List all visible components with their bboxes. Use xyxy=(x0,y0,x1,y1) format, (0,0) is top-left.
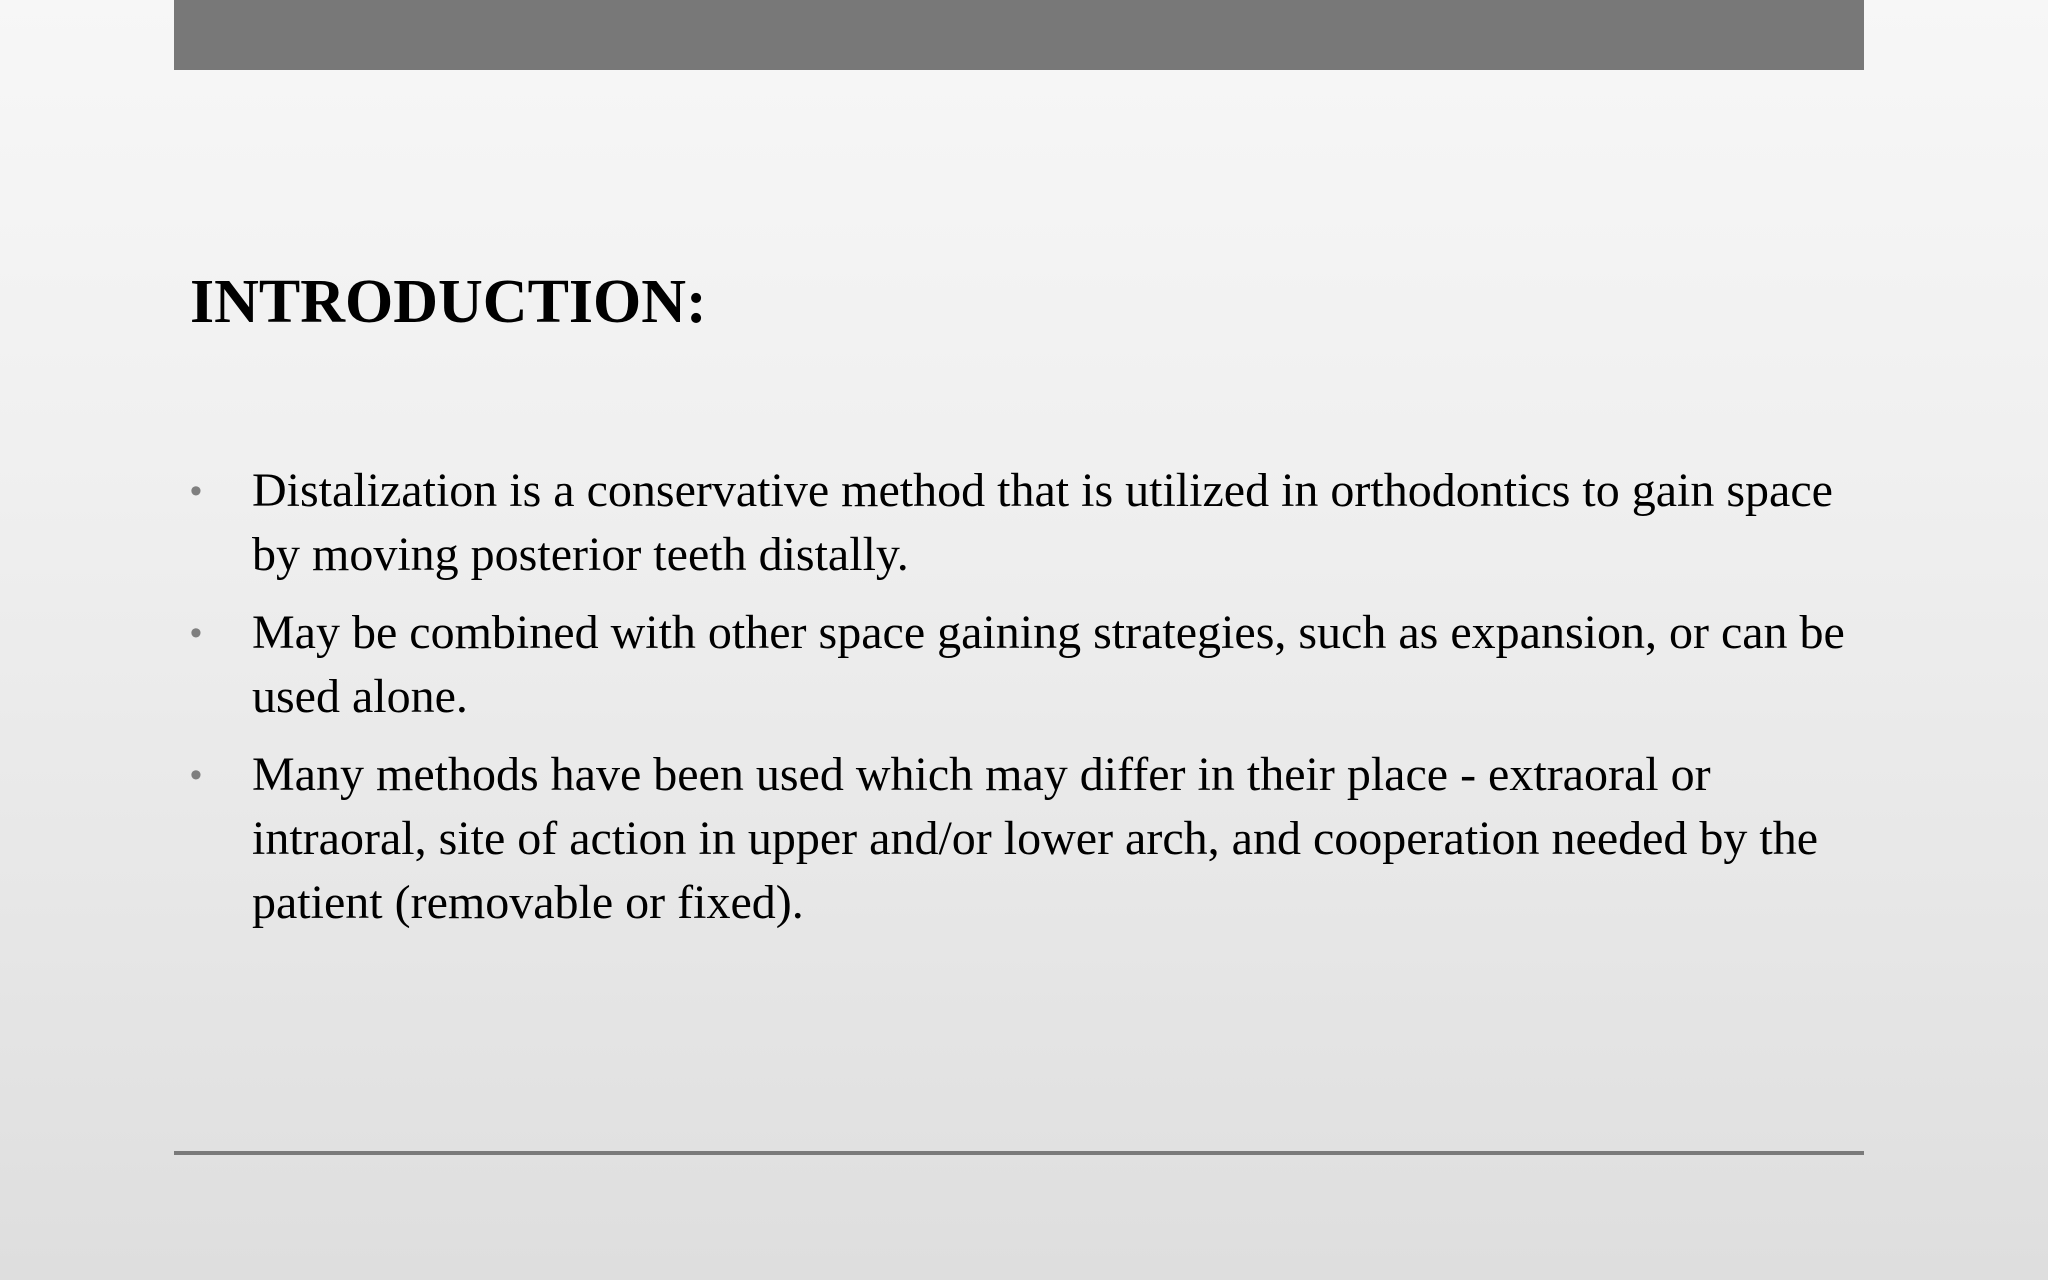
list-item xyxy=(190,743,1850,935)
bullet-point-icon: • xyxy=(190,614,202,652)
bullet-text: Many methods have been used which may differ in their place - extraoral or intraoral, site of action in upper and/or lower arch, and cooperation needed by the patient (removable or fixed). xyxy=(252,748,1819,929)
list-item xyxy=(190,601,1850,729)
bullet-point-icon: • xyxy=(190,472,202,510)
list-item xyxy=(190,459,1850,587)
bullet-text: May be combined with other space gaining strategies, such as expansion, or can be used alone. xyxy=(252,606,1845,723)
bullet-point-icon: • xyxy=(190,756,202,794)
bullet-list xyxy=(190,459,1850,949)
top-banner-bar xyxy=(174,0,1864,70)
slide-title: INTRODUCTION: xyxy=(190,268,707,336)
bullet-text: Distalization is a conservative method that is utilized in orthodontics to gain space by moving posterior teeth distally. xyxy=(252,464,1833,581)
bottom-divider xyxy=(174,1151,1864,1155)
